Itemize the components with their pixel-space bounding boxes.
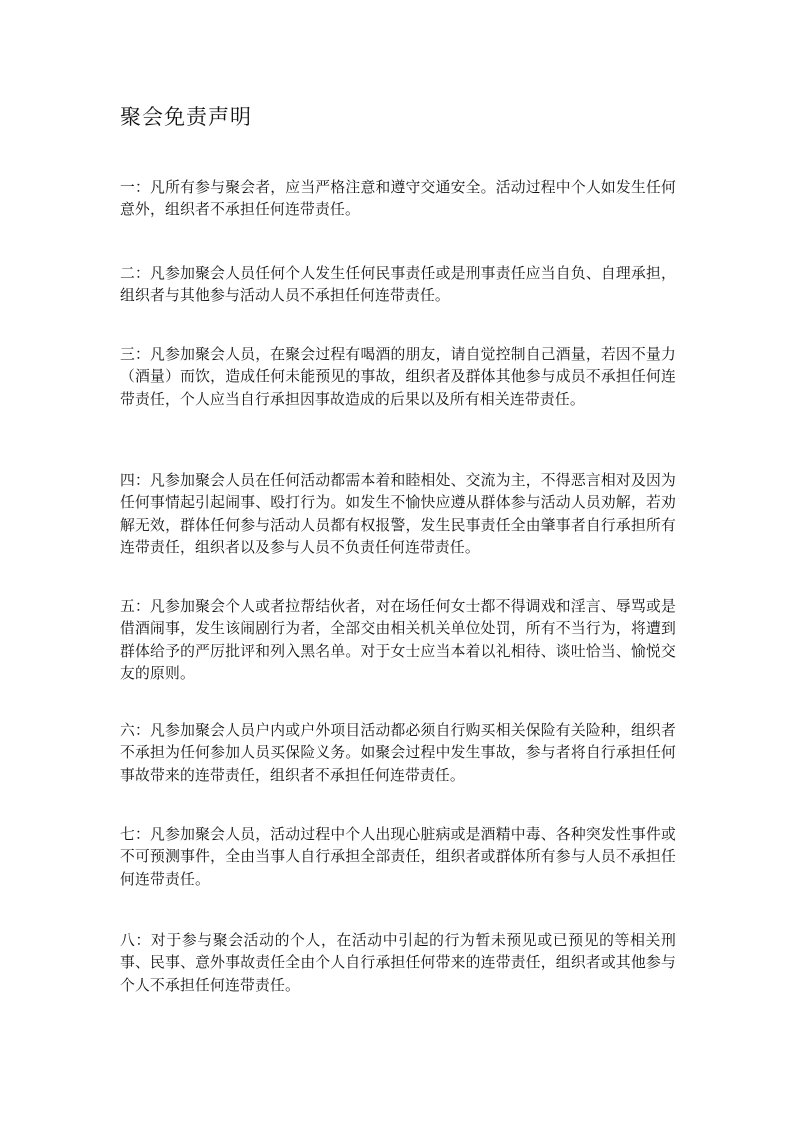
clause-3: 三：凡参加聚会人员，在聚会过程有喝酒的朋友，请自觉控制自己酒量，若因不量力（酒量）而饮，造成任何未能预见的事故，组织者及群体其他参与成员不承担任何连带责任，个人应当自行承担因事故造成的后果以及所有相关连带责任。 bbox=[120, 346, 676, 408]
clause-8: 八：对于参与聚会活动的个人，在活动中引起的行为暂未预见或已预见的等相关刑事、民事、意外事故责任全由个人自行承担任何带来的连带责任，组织者或其他参与个人不承担任何连带责任。 bbox=[120, 932, 676, 994]
clause-4: 四：凡参加聚会人员在任何活动都需本着和睦相处、交流为主，不得恶言相对及因为任何事情起引起闹事、殴打行为。如发生不愉快应遵从群体参与活动人员劝解，若劝解无效，群体任何参与活动人员都有权报警，发生民事责任全由肇事者自行承担所有连带责任，组织者以及参与人员不负责任何连带责任。 bbox=[120, 472, 676, 557]
clause-2: 二：凡参加聚会人员任何个人发生任何民事责任或是刑事责任应当自负、自理承担，组织者与其他参与活动人员不承担任何连带责任。 bbox=[120, 265, 676, 305]
clause-6: 六：凡参加聚会人员户内或户外项目活动都必须自行购买相关保险有关险种，组织者不承担为任何参加人员买保险义务。如聚会过程中发生事故，参与者将自行承担任何事故带来的连带责任，组织者不承担任何连带责任。 bbox=[120, 722, 676, 784]
document-title: 聚会免责声明 bbox=[120, 105, 252, 129]
clause-7: 七：凡参加聚会人员，活动过程中个人出现心脏病或是酒精中毒、各种突发性事件或不可预测事件，全由当事人自行承担全部责任，组织者或群体所有参与人员不承担任何连带责任。 bbox=[120, 826, 676, 888]
clause-5: 五：凡参加聚会个人或者拉帮结伙者，对在场任何女士都不得调戏和淫言、辱骂或是借酒闹事，发生该闹剧行为者，全部交由相关机关单位处罚，所有不当行为，将遭到群体给予的严厉批评和列入黑名单。对于女士应当本着以礼相待、谈吐恰当、愉悦交友的原则。 bbox=[120, 598, 676, 683]
clause-1: 一：凡所有参与聚会者，应当严格注意和遵守交通安全。活动过程中个人如发生任何意外，组织者不承担任何连带责任。 bbox=[120, 179, 676, 219]
